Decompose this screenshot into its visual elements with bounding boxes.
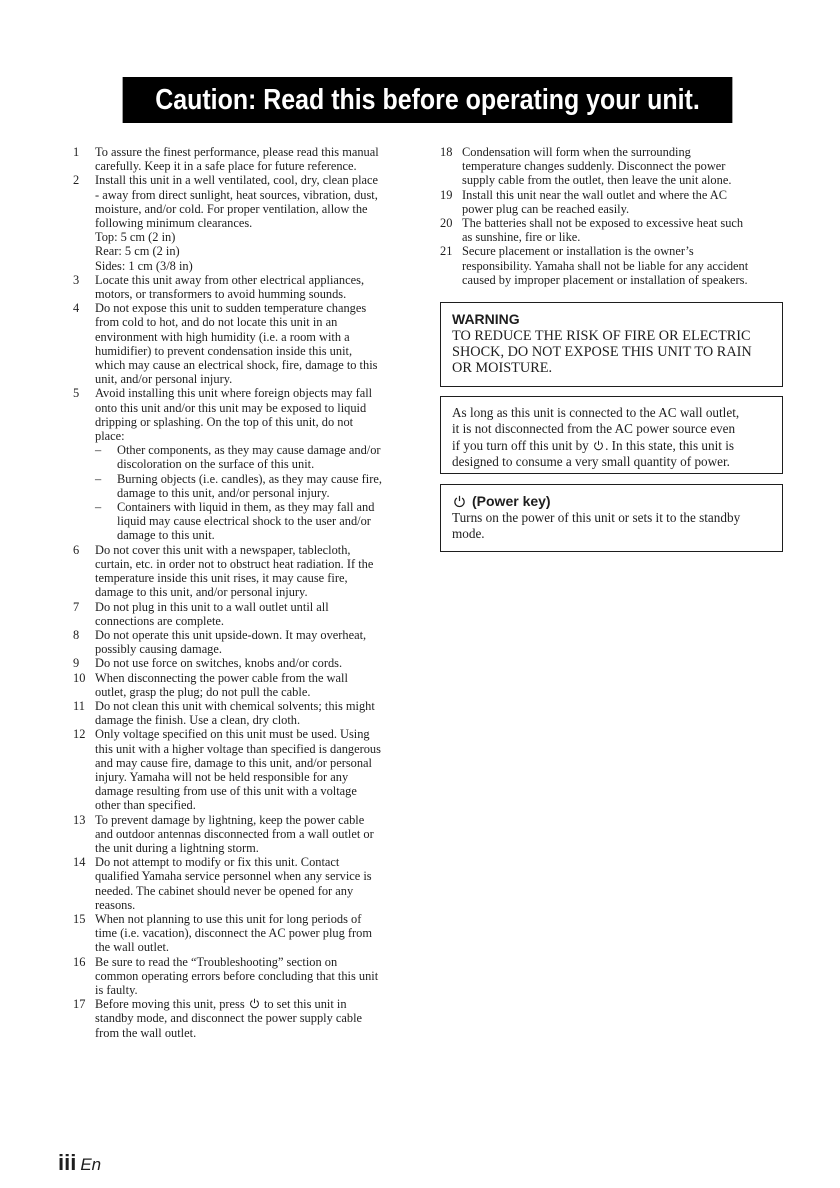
item-text <box>95 671 418 699</box>
power-key-title: (Power key) <box>472 493 551 509</box>
item-line: from cold to hot, and do not locate this unit in an <box>95 315 338 330</box>
power-key-box <box>440 484 783 552</box>
item-text <box>95 145 418 173</box>
caution-item <box>73 813 418 856</box>
sub-item-dash: – <box>95 443 102 458</box>
item-text <box>95 699 418 727</box>
item-line: Do not attempt to modify or fix this unit. Contact <box>95 855 340 870</box>
sub-item-text <box>117 500 374 543</box>
item-line: Install this unit near the wall outlet and where the AC <box>462 187 727 202</box>
item-line: Do not operate this unit upside-down. It may overheat, <box>95 627 367 642</box>
item-number: 14 <box>73 855 86 870</box>
standby-line: As long as this unit is connected to the AC wall outlet, <box>452 405 740 420</box>
item-line: this unit with a higher voltage than specified is dangerous <box>95 741 381 756</box>
item-line <box>95 997 418 1011</box>
item-line: Top: 5 cm (2 in) <box>95 230 176 245</box>
item-number: 19 <box>440 187 453 202</box>
sub-item <box>95 500 418 543</box>
warning-text <box>452 328 771 376</box>
item-line-part: to set this unit in <box>263 997 347 1012</box>
sub-item-line: Burning objects (i.e. candles), as they may cause fire, <box>117 471 382 486</box>
item-line: qualified Yamaha service personnel when any service is <box>95 869 372 884</box>
caution-item <box>73 301 418 386</box>
item-number: 13 <box>73 812 86 827</box>
item-text <box>95 656 418 670</box>
item-number: 16 <box>73 954 86 969</box>
item-line: Locate this unit away from other electrical appliances, <box>95 272 365 287</box>
item-line: responsibility. Yamaha shall not be liable for any accident <box>462 258 749 273</box>
item-line: power plug can be reached easily. <box>462 201 630 216</box>
item-line: unit, and/or personal injury. <box>95 372 233 387</box>
item-number: 18 <box>440 145 453 159</box>
page-number: iii <box>58 1150 77 1175</box>
power-key-line: mode. <box>452 526 485 542</box>
item-line: Install this unit in a well ventilated, cool, dry, clean place <box>95 173 379 188</box>
item-text <box>95 855 418 912</box>
warning-box <box>440 302 783 387</box>
sub-item-dash: – <box>95 500 102 515</box>
item-text <box>95 628 418 656</box>
item-line: Do not cover this unit with a newspaper, tablecloth, <box>95 542 351 557</box>
item-line: - away from direct sunlight, heat sources, vibration, dust, <box>95 187 378 202</box>
caution-item <box>73 955 418 998</box>
item-number: 10 <box>73 670 86 685</box>
item-text <box>95 386 418 542</box>
item-line: damage to this unit, and/or personal injury. <box>95 585 308 600</box>
sub-item <box>95 472 418 500</box>
item-text <box>95 543 418 600</box>
item-line: curtain, etc. in order not to obstruct heat radiation. If the <box>95 556 374 571</box>
item-line: the unit during a lightning storm. <box>95 840 259 855</box>
item-line: motors, or transformers to avoid humming sounds. <box>95 287 347 302</box>
standby-note-box <box>440 396 783 474</box>
item-text <box>95 955 418 998</box>
caution-item <box>73 273 418 301</box>
item-line: supply cable from the outlet, then leave the unit alone. <box>462 173 732 188</box>
sub-item-text <box>117 443 381 471</box>
item-number: 7 <box>73 599 80 614</box>
item-line: is faulty. <box>95 982 138 997</box>
item-line: which may cause an electrical shock, fire, damage to this <box>95 358 378 373</box>
item-line: time (i.e. vacation), disconnect the AC power plug from <box>95 926 372 941</box>
item-line: carefully. Keep it in a safe place for future reference. <box>95 159 357 174</box>
item-line: Condensation will form when the surrounding <box>462 145 691 159</box>
item-line: dripping or splashing. On the top of this unit, do not <box>95 414 354 429</box>
caution-item <box>440 188 783 216</box>
warning-heading: WARNING <box>452 311 520 327</box>
item-text <box>95 813 418 856</box>
item-text <box>95 600 418 628</box>
caution-item <box>73 386 418 542</box>
power-icon <box>249 998 260 1009</box>
standby-line-part: if you turn off this unit by <box>452 437 589 453</box>
item-line: moisture, and/or cold. For proper ventilation, allow the <box>95 201 368 216</box>
caution-item <box>73 600 418 628</box>
sub-item-line: damage to this unit. <box>117 528 215 543</box>
item-line: and may cause fire, damage to this unit, and/or personal <box>95 755 372 770</box>
caution-item <box>73 855 418 912</box>
power-key-line: Turns on the power of this unit or sets it to the standby <box>452 510 741 525</box>
item-number: 21 <box>440 244 453 259</box>
item-number: 2 <box>73 173 80 188</box>
item-line: damage the finish. Use a clean, dry cloth. <box>95 713 301 728</box>
item-number: 17 <box>73 997 86 1012</box>
item-line: Rear: 5 cm (2 in) <box>95 244 180 259</box>
item-line: Do not clean this unit with chemical solvents; this might <box>95 698 375 713</box>
caution-item <box>73 671 418 699</box>
standby-line-part: . In this state, this unit is <box>605 437 735 453</box>
sub-item-line: Containers with liquid in them, as they may fall and <box>117 500 375 515</box>
caution-item <box>73 699 418 727</box>
language-code: En <box>80 1155 102 1174</box>
item-line: possibly causing damage. <box>95 642 222 657</box>
item-number: 12 <box>73 727 86 742</box>
standby-line <box>452 438 771 454</box>
sub-item-dash: – <box>95 471 102 486</box>
item-line: damage resulting from use of this unit with a voltage <box>95 784 357 799</box>
item-text <box>95 912 418 955</box>
power-icon <box>593 440 604 451</box>
item-line: from the wall outlet. <box>95 1025 197 1040</box>
caution-item <box>73 173 418 272</box>
item-number: 3 <box>73 272 80 287</box>
standby-note-text <box>452 405 771 471</box>
caution-item <box>440 244 783 287</box>
sub-item-line: Other components, as they may cause damage and/or <box>117 443 381 458</box>
item-line-part: Before moving this unit, press <box>95 997 245 1012</box>
warning-line: OR MOISTURE. <box>452 360 553 376</box>
caution-item <box>73 912 418 955</box>
item-line: needed. The cabinet should never be opened for any <box>95 883 354 898</box>
item-text <box>95 273 418 301</box>
warning-line: SHOCK, DO NOT EXPOSE THIS UNIT TO RAIN <box>452 344 752 360</box>
caution-item <box>73 543 418 600</box>
caution-item <box>73 145 418 173</box>
item-text <box>462 188 783 216</box>
item-line: To prevent damage by lightning, keep the power cable <box>95 812 365 827</box>
item-number: 8 <box>73 627 80 642</box>
page-title: Caution: Read this before operating your unit. <box>155 83 700 116</box>
caution-item <box>73 656 418 670</box>
item-text <box>462 216 783 244</box>
sub-item <box>95 443 418 471</box>
item-line: the wall outlet. <box>95 940 169 955</box>
item-line: When not planning to use this unit for long periods of <box>95 911 362 926</box>
item-line: Do not plug in this unit to a wall outlet until all <box>95 599 329 614</box>
item-line: connections are complete. <box>95 613 225 628</box>
caution-list-right <box>440 145 783 287</box>
item-text <box>95 301 418 386</box>
item-line: place: <box>95 429 125 444</box>
power-icon <box>453 495 466 508</box>
sub-item-line: liquid may cause electrical shock to the user and/or <box>117 514 371 529</box>
power-key-text <box>452 510 771 543</box>
item-line: temperature changes suddenly. Disconnect the power <box>462 159 726 174</box>
page-footer <box>58 1150 101 1176</box>
item-number: 6 <box>73 542 80 557</box>
item-text <box>462 145 783 188</box>
item-line: injury. Yamaha will not be held responsible for any <box>95 769 349 784</box>
item-line: humidifier) to prevent condensation inside this unit, <box>95 343 353 358</box>
item-text <box>95 173 418 272</box>
item-text <box>95 997 418 1040</box>
item-line: Only voltage specified on this unit must be used. Using <box>95 727 370 742</box>
item-line: other than specified. <box>95 798 196 813</box>
sub-item-text <box>117 472 382 500</box>
item-text <box>462 244 783 287</box>
standby-line: designed to consume a very small quantity of power. <box>452 454 730 470</box>
item-line: environment with high humidity (i.e. a room with a <box>95 329 350 344</box>
item-number: 5 <box>73 386 80 401</box>
item-line: To assure the finest performance, please read this manual <box>95 145 379 159</box>
item-line: common operating errors before concluding that this unit <box>95 968 379 983</box>
page-title-banner <box>123 77 733 123</box>
caution-item <box>440 216 783 244</box>
sub-item-line: damage to this unit, and/or personal injury. <box>117 485 330 500</box>
warning-line: TO REDUCE THE RISK OF FIRE OR ELECTRIC <box>452 328 751 344</box>
item-number: 1 <box>73 145 80 159</box>
item-number: 11 <box>73 698 85 713</box>
item-line: as sunshine, fire or like. <box>462 230 581 245</box>
item-line: following minimum clearances. <box>95 216 253 231</box>
item-line: Sides: 1 cm (3/8 in) <box>95 258 193 273</box>
item-text <box>95 727 418 812</box>
standby-line: it is not disconnected from the AC power source even <box>452 421 736 437</box>
item-line: reasons. <box>95 897 136 912</box>
item-line: Do not use force on switches, knobs and/or cords. <box>95 656 343 671</box>
caution-item <box>440 145 783 188</box>
caution-list-left <box>73 145 418 1040</box>
item-line: When disconnecting the power cable from the wall <box>95 670 348 685</box>
item-line: Avoid installing this unit where foreign objects may fall <box>95 386 373 401</box>
item-line: outlet, grasp the plug; do not pull the cable. <box>95 684 311 699</box>
item-line: Secure placement or installation is the owner’s <box>462 244 694 259</box>
item-line: caused by improper placement or installation of speakers. <box>462 272 748 287</box>
item-line: Do not expose this unit to sudden temperature changes <box>95 301 367 316</box>
item-line: onto this unit and/or this unit may be exposed to liquid <box>95 400 367 415</box>
item-line: The batteries shall not be exposed to excessive heat such <box>462 216 744 231</box>
sub-item-line: discoloration on the surface of this unit. <box>117 457 315 472</box>
item-number: 15 <box>73 911 86 926</box>
item-number: 20 <box>440 216 453 231</box>
item-line: and outdoor antennas disconnected from a wall outlet or <box>95 826 374 841</box>
power-key-heading <box>452 492 771 510</box>
caution-item <box>73 628 418 656</box>
item-line: temperature inside this unit rises, it may cause fire, <box>95 571 348 586</box>
item-line: standby mode, and disconnect the power supply cable <box>95 1011 363 1026</box>
item-number: 9 <box>73 656 80 671</box>
item-line: Be sure to read the “Troubleshooting” section on <box>95 954 338 969</box>
caution-item <box>73 727 418 812</box>
item-number: 4 <box>73 301 80 316</box>
caution-item <box>73 997 418 1040</box>
